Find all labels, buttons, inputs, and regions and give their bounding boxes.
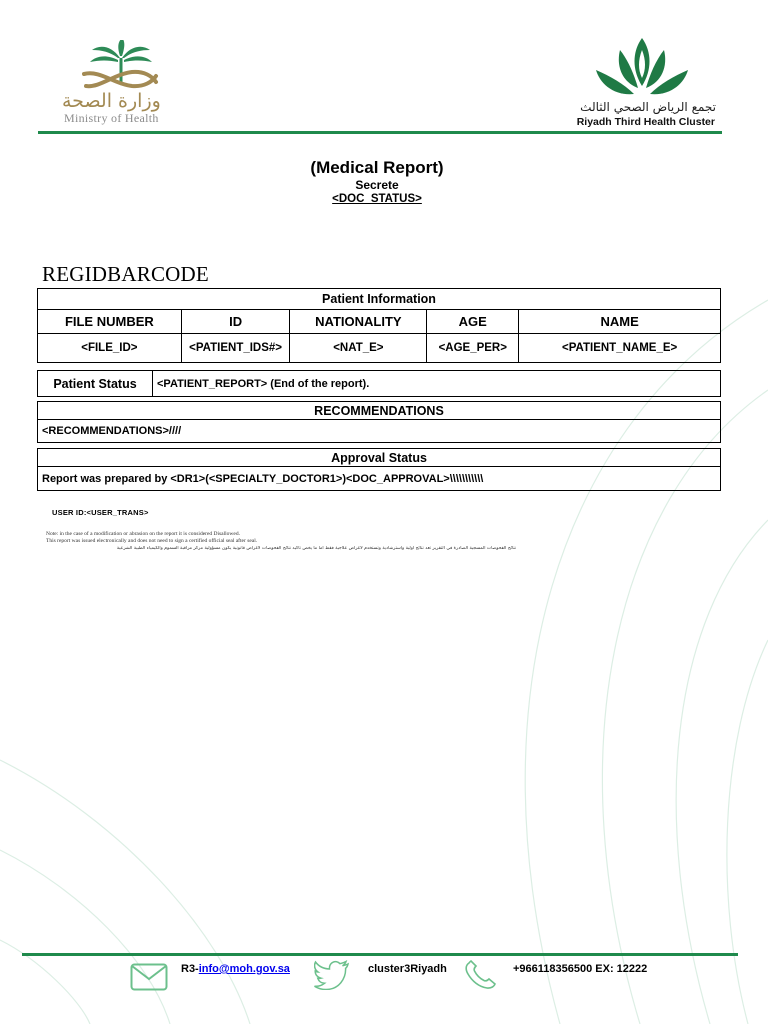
patient-id-value: <PATIENT_IDS#>: [181, 334, 290, 363]
moh-arabic-name: وزارة الصحة: [62, 90, 161, 112]
patient-information-heading: Patient Information: [38, 289, 721, 310]
disclaimer-note: [46, 531, 546, 544]
recommendations-heading: RECOMMENDATIONS: [38, 402, 721, 420]
header-divider: [38, 131, 722, 134]
twitter-icon: [314, 960, 350, 990]
phone-icon: [463, 960, 499, 990]
report-classification: Secrete: [355, 178, 399, 192]
barcode-placeholder: REGIDBARCODE: [42, 262, 209, 286]
column-header-id: ID: [181, 310, 290, 334]
recommendations-value: <RECOMMENDATIONS>////: [38, 420, 721, 443]
disclaimer-line-2: This report was issued electronically and does not need to sign a certified official seal after seal.: [46, 537, 258, 544]
approval-status-value: Report was prepared by <DR1>(<SPECIALTY_DOCTOR1>)<DOC_APPROVAL>\\\\\\\\\\\: [38, 467, 721, 491]
email-icon: [130, 963, 168, 991]
patient-name-value: <PATIENT_NAME_E>: [519, 334, 721, 363]
email-link[interactable]: info@moh.gov.sa: [198, 963, 290, 975]
cluster-english-name: Riyadh Third Health Cluster: [576, 116, 715, 128]
email-prefix: R3-: [181, 963, 199, 975]
recommendations-table: [37, 401, 721, 443]
column-header-age: AGE: [427, 310, 519, 334]
report-title: (Medical Report): [310, 158, 444, 177]
patient-status-value: <PATIENT_REPORT> (End of the report).: [153, 371, 721, 397]
nationality-value: <NAT_E>: [290, 334, 427, 363]
doc-status-value: <DOC_STATUS>: [332, 193, 422, 205]
footer-twitter-handle[interactable]: cluster3Riyadh: [368, 963, 447, 975]
footer-divider: [22, 953, 738, 956]
age-value: <AGE_PER>: [427, 334, 519, 363]
doc-status: [0, 193, 754, 205]
file-number-value: <FILE_ID>: [38, 334, 182, 363]
user-id: USER ID:<USER_TRANS>: [52, 508, 149, 517]
riyadh-third-cluster-logo: [592, 36, 692, 102]
disclaimer-arabic: نتائج الفحوصات المسجية الصادرة في التقرير تعد نتائج أولية واسترشادية وتستخدم لأغراض علاجية فقط أما ما يخص تأكيد نتائج الفحوصات لأغراض قانونية يكون مسؤولية مركز مراقبة السموم والكيمياء الطبية الشرعية: [116, 546, 516, 551]
moh-english-name: Ministry of Health: [64, 111, 159, 125]
approval-status-table: [37, 448, 721, 491]
footer-email: [181, 963, 290, 975]
patient-information-table: [37, 288, 721, 363]
patient-status-label: Patient Status: [38, 371, 153, 397]
disclaimer-line-1: Note: in the case of a modification or abrasion on the report it is considered Disallowed.: [46, 531, 240, 537]
footer-phone[interactable]: +966118356500 EX: 12222: [513, 963, 648, 975]
column-header-name: NAME: [519, 310, 721, 334]
cluster-arabic-name: تجمع الرياض الصحي الثالث: [580, 100, 716, 114]
column-header-file-number: FILE NUMBER: [38, 310, 182, 334]
column-header-nationality: NATIONALITY: [290, 310, 427, 334]
approval-status-heading: Approval Status: [38, 449, 721, 467]
patient-status-table: [37, 370, 721, 397]
